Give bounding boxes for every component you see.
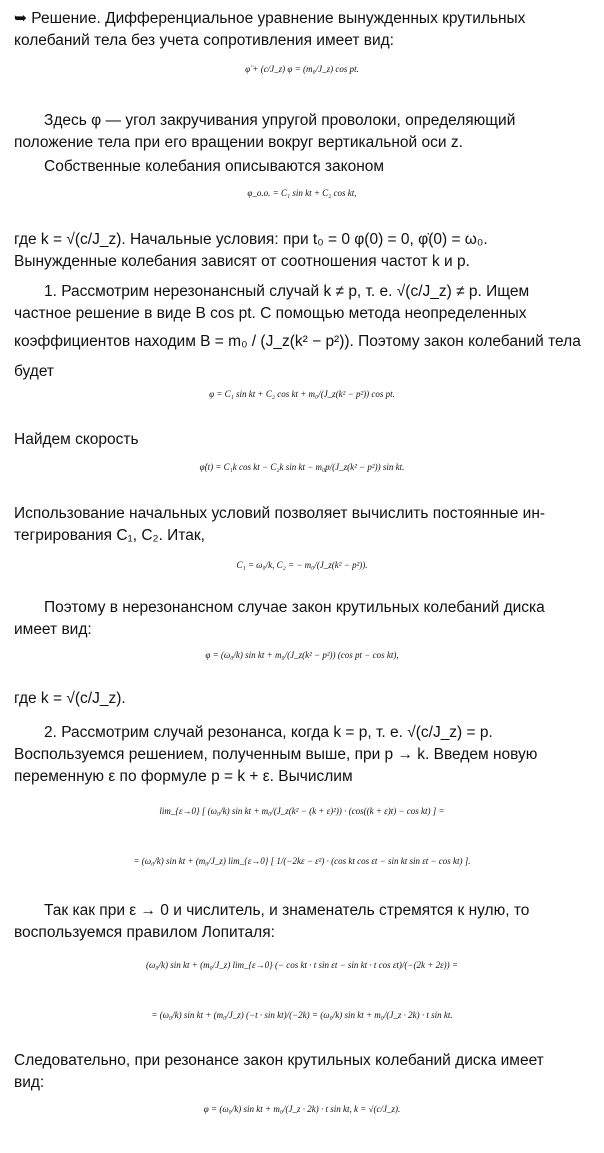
equation-resonant: φ = (ω₀/k) sin kt + m₀/(J_z · 2k) · t sin kt, k = √(c/J_z). [203, 1104, 401, 1114]
text-line-18: 2. Рассмотрим случай резонанса, когда k = p, т. е. √(c/J_z) = p. [44, 724, 493, 741]
equation-limit-2: = (ω₀/k) sin kt + (m₀/J_z) lim_{ε→0} [ 1/(−2kε − ε²) · (cos kt cos εt − sin kt sin εt − cos kt) ]. [133, 856, 471, 866]
equation-velocity: φ̇(t) = C₁k cos kt − C₂k sin kt − m₀p/(J_z(k² − p²)) sin kt. [199, 462, 405, 472]
text-line-20: переменную ε по формуле p = k + ε. Вычислим [14, 768, 353, 785]
equation-constants: C₁ = ω₀/k, C₂ = − m₀/(J_z(k² − p²)). [236, 560, 368, 570]
text-line-6: где k = √(c/J_z). Начальные условия: при t₀ = 0 φ(0) = 0, φ̇(0) = ω₀. [14, 231, 488, 248]
text-line-24: вид: [14, 1074, 45, 1091]
text-line-4: положение тела при его вращении вокруг вертикальной оси z. [14, 134, 463, 151]
text-line-23: Следовательно, при резонансе закон крутильных колебаний диска имеет [14, 1052, 544, 1069]
text-line-9: частное решение в виде B cos pt. С помощью метода неопределенных [14, 305, 527, 322]
equation-free: φ_о.о. = C₁ sin kt + C₂ cos kt, [247, 188, 357, 198]
text-line-17: где k = √(c/J_z). [14, 690, 126, 707]
equation-limit-1: lim_{ε→0} [ (ω₀/k) sin kt + m₀/(J_z(k² − (k + ε)²)) · (cos((k + ε)t) − cos kt) ] = [159, 806, 445, 816]
text-line-12: Найдем скорость [14, 431, 139, 448]
equation-general: φ = C₁ sin kt + C₂ cos kt + m₀/(J_z(k² − p²)) cos pt. [209, 389, 395, 399]
text-line-10: коэффициентов находим B = m₀ / (J_z(k² − p²)). Поэтому закон колебаний тела [14, 333, 581, 350]
text-line-7: Вынужденные колебания зависят от соотношения частот k и p. [14, 253, 470, 270]
equation-motion: φ̈ + (c/J_z) φ = (m₀/J_z) cos pt. [245, 64, 359, 74]
equation-lhopital-2: = (ω₀/k) sin kt + (m₀/J_z) (−t · sin kt)/(−2k) = (ω₀/k) sin kt + m₀/(J_z · 2k) · t sin kt. [151, 1010, 453, 1020]
text-line-13: Использование начальных условий позволяет вычислить постоянные ин- [14, 505, 546, 522]
text-line-14: тегрирования C₁, C₂. Итак, [14, 527, 205, 544]
text-line-11: будет [14, 363, 55, 380]
equation-nonresonant: φ = (ω₀/k) sin kt + m₀/(J_z(k² − p²)) (cos pt − cos kt), [205, 650, 399, 660]
text-line-8: 1. Рассмотрим нерезонансный случай k ≠ p, т. е. √(c/J_z) ≠ p. Ищем [44, 283, 530, 300]
text-line-16: имеет вид: [14, 621, 92, 638]
text-line-3: Здесь φ — угол закручивания упругой проволоки, определяющий [44, 112, 516, 129]
equation-lhopital-1: (ω₀/k) sin kt + (m₀/J_z) lim_{ε→0} (− cos kt · t sin εt − sin kt · t cos εt)/(−(2k + 2ε)) = [146, 960, 458, 970]
text-line-19: Воспользуемся решением, полученным выше, при p → k. Введем новую [14, 746, 538, 763]
text-line-5: Собственные колебания описываются законом [44, 158, 385, 175]
text-line-1: ➥ Решение. Дифференциальное уравнение вынужденных крутильных [14, 10, 526, 27]
text-line-21: Так как при ε → 0 и числитель, и знаменатель стремятся к нулю, то [44, 902, 530, 919]
text-line-22: воспользуемся правилом Лопиталя: [14, 924, 275, 941]
text-line-2: колебаний тела без учета сопротивления имеет вид: [14, 32, 394, 49]
text-line-15: Поэтому в нерезонансном случае закон крутильных колебаний диска [44, 599, 545, 616]
